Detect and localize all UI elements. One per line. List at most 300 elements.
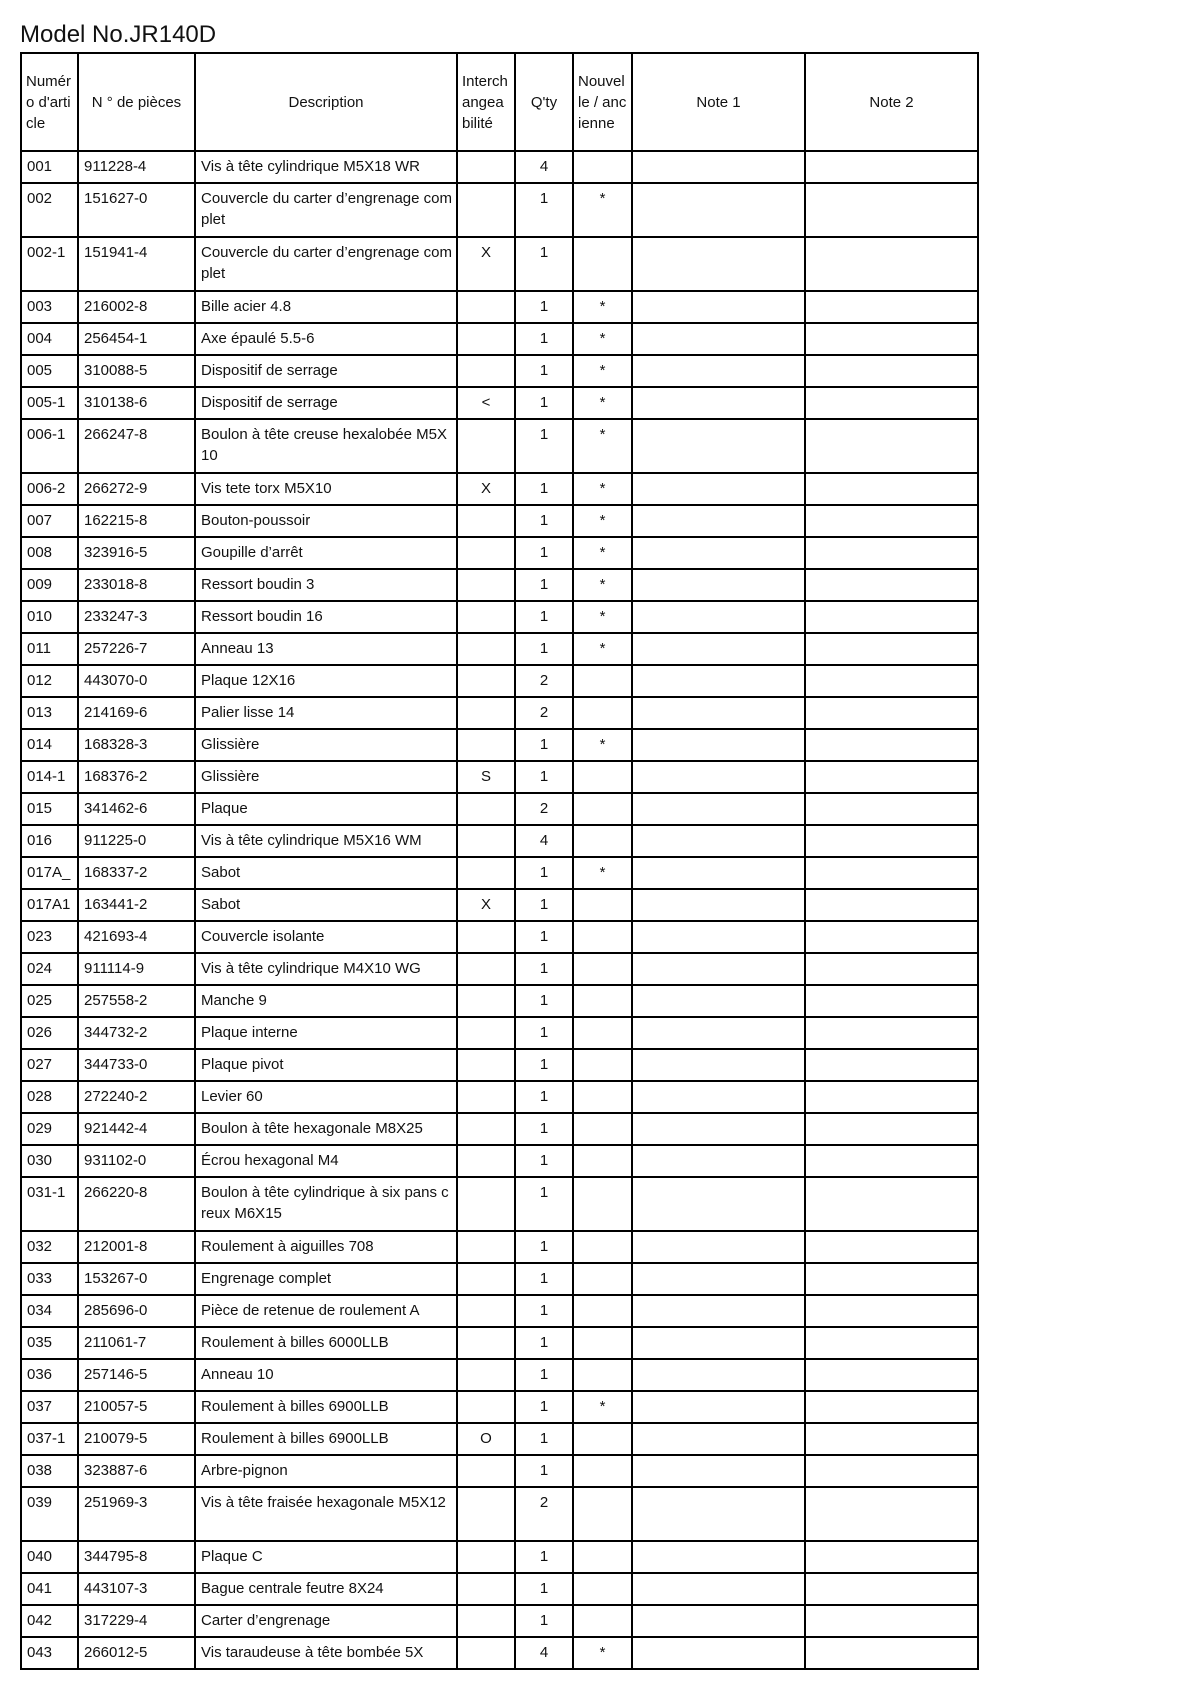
part-number-cell: 344733-0 — [78, 1049, 195, 1081]
note-1-cell — [632, 569, 805, 601]
interchangeability-cell — [457, 857, 515, 889]
interchangeability-cell — [457, 1487, 515, 1541]
part-number-cell: 344732-2 — [78, 1017, 195, 1049]
quantity-cell: 1 — [515, 921, 573, 953]
new-old-cell — [573, 1017, 632, 1049]
column-header-interchangeability: Interchangeabilité — [457, 53, 515, 151]
new-old-cell: * — [573, 473, 632, 505]
part-number-cell: 151627-0 — [78, 183, 195, 237]
quantity-cell: 1 — [515, 1049, 573, 1081]
new-old-cell: * — [573, 323, 632, 355]
description-cell: Dispositif de serrage — [195, 355, 457, 387]
interchangeability-cell — [457, 183, 515, 237]
note-2-cell — [805, 355, 978, 387]
description-cell: Plaque interne — [195, 1017, 457, 1049]
new-old-cell — [573, 1177, 632, 1231]
description-cell: Plaque C — [195, 1541, 457, 1573]
page-title: Model No.JR140D — [20, 21, 217, 48]
quantity-cell: 1 — [515, 953, 573, 985]
quantity-cell: 1 — [515, 1081, 573, 1113]
note-1-cell — [632, 1391, 805, 1423]
interchangeability-cell — [457, 601, 515, 633]
interchangeability-cell — [457, 151, 515, 183]
quantity-cell: 1 — [515, 633, 573, 665]
description-cell: Roulement à aiguilles 708 — [195, 1231, 457, 1263]
table-row — [21, 387, 978, 419]
note-2-cell — [805, 1359, 978, 1391]
table-row — [21, 665, 978, 697]
part-number-cell: 911114-9 — [78, 953, 195, 985]
note-2-cell — [805, 237, 978, 291]
table-row — [21, 985, 978, 1017]
description-cell: Couvercle du carter d’engrenage complet — [195, 237, 457, 291]
quantity-cell: 1 — [515, 1263, 573, 1295]
part-number-cell: 323887-6 — [78, 1455, 195, 1487]
note-1-cell — [632, 237, 805, 291]
note-2-cell — [805, 729, 978, 761]
interchangeability-cell — [457, 1231, 515, 1263]
item-number-cell: 031-1 — [21, 1177, 78, 1231]
item-number-cell: 005 — [21, 355, 78, 387]
description-cell: Ressort boudin 3 — [195, 569, 457, 601]
table-row — [21, 1113, 978, 1145]
item-number-cell: 032 — [21, 1231, 78, 1263]
part-number-cell: 168376-2 — [78, 761, 195, 793]
description-cell: Dispositif de serrage — [195, 387, 457, 419]
item-number-cell: 002-1 — [21, 237, 78, 291]
description-cell: Palier lisse 14 — [195, 697, 457, 729]
description-cell: Axe épaulé 5.5-6 — [195, 323, 457, 355]
new-old-cell — [573, 793, 632, 825]
new-old-cell — [573, 151, 632, 183]
description-cell: Anneau 13 — [195, 633, 457, 665]
part-number-cell: 285696-0 — [78, 1295, 195, 1327]
quantity-cell: 1 — [515, 505, 573, 537]
quantity-cell: 1 — [515, 1231, 573, 1263]
interchangeability-cell: X — [457, 473, 515, 505]
table-row — [21, 237, 978, 291]
description-cell: Vis à tête cylindrique M5X18 WR — [195, 151, 457, 183]
new-old-cell: * — [573, 183, 632, 237]
description-cell: Vis à tête cylindrique M5X16 WM — [195, 825, 457, 857]
item-number-cell: 004 — [21, 323, 78, 355]
new-old-cell — [573, 1113, 632, 1145]
note-1-cell — [632, 419, 805, 473]
item-number-cell: 007 — [21, 505, 78, 537]
quantity-cell: 1 — [515, 1391, 573, 1423]
interchangeability-cell — [457, 633, 515, 665]
item-number-cell: 014 — [21, 729, 78, 761]
part-number-cell: 341462-6 — [78, 793, 195, 825]
note-2-cell — [805, 889, 978, 921]
note-1-cell — [632, 1231, 805, 1263]
part-number-cell: 344795-8 — [78, 1541, 195, 1573]
quantity-cell: 4 — [515, 151, 573, 183]
table-row — [21, 473, 978, 505]
interchangeability-cell: X — [457, 237, 515, 291]
part-number-cell: 421693-4 — [78, 921, 195, 953]
part-number-cell: 317229-4 — [78, 1605, 195, 1637]
item-number-cell: 030 — [21, 1145, 78, 1177]
interchangeability-cell: < — [457, 387, 515, 419]
description-cell: Boulon à tête cylindrique à six pans creux M6X15 — [195, 1177, 457, 1231]
table-row — [21, 1359, 978, 1391]
note-1-cell — [632, 473, 805, 505]
part-number-cell: 323916-5 — [78, 537, 195, 569]
new-old-cell — [573, 1605, 632, 1637]
item-number-cell: 039 — [21, 1487, 78, 1541]
table-row — [21, 1423, 978, 1455]
interchangeability-cell — [457, 953, 515, 985]
quantity-cell: 1 — [515, 857, 573, 889]
note-2-cell — [805, 1177, 978, 1231]
quantity-cell: 1 — [515, 1541, 573, 1573]
item-number-cell: 043 — [21, 1637, 78, 1669]
note-2-cell — [805, 291, 978, 323]
new-old-cell: * — [573, 537, 632, 569]
quantity-cell: 1 — [515, 1573, 573, 1605]
interchangeability-cell — [457, 729, 515, 761]
quantity-cell: 1 — [515, 291, 573, 323]
new-old-cell — [573, 1081, 632, 1113]
part-number-cell: 257226-7 — [78, 633, 195, 665]
new-old-cell — [573, 1487, 632, 1541]
new-old-cell: * — [573, 1391, 632, 1423]
column-header-item-number: Numéro d'article — [21, 53, 78, 151]
table-row — [21, 537, 978, 569]
item-number-cell: 037-1 — [21, 1423, 78, 1455]
part-number-cell: 911228-4 — [78, 151, 195, 183]
table-header-row — [21, 53, 978, 151]
interchangeability-cell — [457, 537, 515, 569]
part-number-cell: 168337-2 — [78, 857, 195, 889]
interchangeability-cell — [457, 1295, 515, 1327]
table-row — [21, 633, 978, 665]
table-row — [21, 761, 978, 793]
table-row — [21, 1231, 978, 1263]
interchangeability-cell — [457, 1359, 515, 1391]
description-cell: Bouton-poussoir — [195, 505, 457, 537]
table-row — [21, 183, 978, 237]
table-row — [21, 1573, 978, 1605]
note-2-cell — [805, 1423, 978, 1455]
interchangeability-cell — [457, 1177, 515, 1231]
item-number-cell: 014-1 — [21, 761, 78, 793]
note-2-cell — [805, 1637, 978, 1669]
new-old-cell — [573, 1231, 632, 1263]
table-row — [21, 569, 978, 601]
table-row — [21, 1081, 978, 1113]
description-cell: Vis tete torx M5X10 — [195, 473, 457, 505]
new-old-cell: * — [573, 1637, 632, 1669]
note-1-cell — [632, 953, 805, 985]
note-2-cell — [805, 1605, 978, 1637]
note-1-cell — [632, 1605, 805, 1637]
table-row — [21, 1391, 978, 1423]
interchangeability-cell — [457, 825, 515, 857]
new-old-cell — [573, 1295, 632, 1327]
item-number-cell: 040 — [21, 1541, 78, 1573]
item-number-cell: 035 — [21, 1327, 78, 1359]
table-row — [21, 793, 978, 825]
quantity-cell: 4 — [515, 1637, 573, 1669]
new-old-cell — [573, 237, 632, 291]
part-number-cell: 210057-5 — [78, 1391, 195, 1423]
part-number-cell: 233018-8 — [78, 569, 195, 601]
description-cell: Boulon à tête hexagonale M8X25 — [195, 1113, 457, 1145]
table-row — [21, 1263, 978, 1295]
note-1-cell — [632, 761, 805, 793]
interchangeability-cell — [457, 1637, 515, 1669]
note-2-cell — [805, 569, 978, 601]
table-row — [21, 921, 978, 953]
item-number-cell: 002 — [21, 183, 78, 237]
note-2-cell — [805, 419, 978, 473]
item-number-cell: 011 — [21, 633, 78, 665]
table-row — [21, 729, 978, 761]
new-old-cell: * — [573, 291, 632, 323]
description-cell: Carter d’engrenage — [195, 1605, 457, 1637]
new-old-cell — [573, 1359, 632, 1391]
item-number-cell: 027 — [21, 1049, 78, 1081]
interchangeability-cell — [457, 1113, 515, 1145]
description-cell: Bague centrale feutre 8X24 — [195, 1573, 457, 1605]
note-1-cell — [632, 1423, 805, 1455]
table-row — [21, 1541, 978, 1573]
column-header-note-1: Note 1 — [632, 53, 805, 151]
interchangeability-cell — [457, 793, 515, 825]
note-2-cell — [805, 1017, 978, 1049]
part-number-cell: 310138-6 — [78, 387, 195, 419]
note-2-cell — [805, 921, 978, 953]
note-2-cell — [805, 1231, 978, 1263]
note-1-cell — [632, 825, 805, 857]
note-2-cell — [805, 761, 978, 793]
quantity-cell: 1 — [515, 323, 573, 355]
interchangeability-cell — [457, 697, 515, 729]
part-number-cell: 212001-8 — [78, 1231, 195, 1263]
new-old-cell — [573, 953, 632, 985]
new-old-cell — [573, 665, 632, 697]
quantity-cell: 1 — [515, 1605, 573, 1637]
note-1-cell — [632, 1113, 805, 1145]
part-number-cell: 153267-0 — [78, 1263, 195, 1295]
quantity-cell: 2 — [515, 697, 573, 729]
description-cell: Couvercle isolante — [195, 921, 457, 953]
note-1-cell — [632, 1455, 805, 1487]
note-1-cell — [632, 505, 805, 537]
new-old-cell: * — [573, 355, 632, 387]
note-1-cell — [632, 1541, 805, 1573]
note-1-cell — [632, 697, 805, 729]
item-number-cell: 037 — [21, 1391, 78, 1423]
item-number-cell: 013 — [21, 697, 78, 729]
quantity-cell: 1 — [515, 1423, 573, 1455]
quantity-cell: 1 — [515, 537, 573, 569]
interchangeability-cell — [457, 291, 515, 323]
note-1-cell — [632, 985, 805, 1017]
table-row — [21, 953, 978, 985]
note-2-cell — [805, 505, 978, 537]
note-2-cell — [805, 1455, 978, 1487]
interchangeability-cell — [457, 1017, 515, 1049]
note-2-cell — [805, 857, 978, 889]
item-number-cell: 012 — [21, 665, 78, 697]
interchangeability-cell — [457, 1145, 515, 1177]
note-1-cell — [632, 1263, 805, 1295]
new-old-cell: * — [573, 569, 632, 601]
note-1-cell — [632, 183, 805, 237]
item-number-cell: 009 — [21, 569, 78, 601]
table-row — [21, 601, 978, 633]
note-1-cell — [632, 151, 805, 183]
description-cell: Bille acier 4.8 — [195, 291, 457, 323]
quantity-cell: 1 — [515, 1113, 573, 1145]
note-1-cell — [632, 387, 805, 419]
item-number-cell: 024 — [21, 953, 78, 985]
note-2-cell — [805, 323, 978, 355]
description-cell: Vis à tête cylindrique M4X10 WG — [195, 953, 457, 985]
description-cell: Goupille d’arrêt — [195, 537, 457, 569]
note-1-cell — [632, 1637, 805, 1669]
new-old-cell — [573, 1145, 632, 1177]
interchangeability-cell — [457, 1263, 515, 1295]
item-number-cell: 028 — [21, 1081, 78, 1113]
item-number-cell: 006-2 — [21, 473, 78, 505]
table-row — [21, 1605, 978, 1637]
description-cell: Engrenage complet — [195, 1263, 457, 1295]
item-number-cell: 034 — [21, 1295, 78, 1327]
note-2-cell — [805, 697, 978, 729]
new-old-cell: * — [573, 419, 632, 473]
part-number-cell: 443107-3 — [78, 1573, 195, 1605]
new-old-cell: * — [573, 601, 632, 633]
item-number-cell: 033 — [21, 1263, 78, 1295]
table-row — [21, 825, 978, 857]
description-cell: Arbre-pignon — [195, 1455, 457, 1487]
note-1-cell — [632, 921, 805, 953]
description-cell: Vis taraudeuse à tête bombée 5X — [195, 1637, 457, 1669]
new-old-cell — [573, 1573, 632, 1605]
interchangeability-cell — [457, 1573, 515, 1605]
note-2-cell — [805, 601, 978, 633]
interchangeability-cell — [457, 1081, 515, 1113]
quantity-cell: 2 — [515, 793, 573, 825]
description-cell: Sabot — [195, 857, 457, 889]
item-number-cell: 042 — [21, 1605, 78, 1637]
item-number-cell: 006-1 — [21, 419, 78, 473]
parts-table-body — [21, 151, 978, 1669]
note-1-cell — [632, 1145, 805, 1177]
quantity-cell: 1 — [515, 985, 573, 1017]
table-row — [21, 1455, 978, 1487]
table-row — [21, 1295, 978, 1327]
note-2-cell — [805, 537, 978, 569]
quantity-cell: 1 — [515, 183, 573, 237]
new-old-cell — [573, 1263, 632, 1295]
new-old-cell — [573, 1423, 632, 1455]
table-row — [21, 1049, 978, 1081]
description-cell: Couvercle du carter d’engrenage complet — [195, 183, 457, 237]
new-old-cell — [573, 825, 632, 857]
item-number-cell: 036 — [21, 1359, 78, 1391]
new-old-cell — [573, 889, 632, 921]
note-1-cell — [632, 601, 805, 633]
new-old-cell — [573, 1455, 632, 1487]
description-cell: Roulement à billes 6900LLB — [195, 1423, 457, 1455]
quantity-cell: 1 — [515, 1017, 573, 1049]
note-1-cell — [632, 793, 805, 825]
note-1-cell — [632, 1359, 805, 1391]
description-cell: Ressort boudin 16 — [195, 601, 457, 633]
new-old-cell — [573, 761, 632, 793]
note-1-cell — [632, 1017, 805, 1049]
quantity-cell: 2 — [515, 1487, 573, 1541]
new-old-cell: * — [573, 729, 632, 761]
table-row — [21, 1017, 978, 1049]
item-number-cell: 023 — [21, 921, 78, 953]
part-number-cell: 256454-1 — [78, 323, 195, 355]
item-number-cell: 029 — [21, 1113, 78, 1145]
item-number-cell: 008 — [21, 537, 78, 569]
new-old-cell — [573, 697, 632, 729]
new-old-cell: * — [573, 857, 632, 889]
quantity-cell: 1 — [515, 419, 573, 473]
part-number-cell: 443070-0 — [78, 665, 195, 697]
note-1-cell — [632, 1177, 805, 1231]
table-row — [21, 1637, 978, 1669]
interchangeability-cell — [457, 505, 515, 537]
interchangeability-cell — [457, 1391, 515, 1423]
item-number-cell: 005-1 — [21, 387, 78, 419]
interchangeability-cell: S — [457, 761, 515, 793]
part-number-cell: 162215-8 — [78, 505, 195, 537]
item-number-cell: 041 — [21, 1573, 78, 1605]
note-1-cell — [632, 633, 805, 665]
quantity-cell: 1 — [515, 601, 573, 633]
note-1-cell — [632, 857, 805, 889]
note-2-cell — [805, 665, 978, 697]
note-1-cell — [632, 665, 805, 697]
interchangeability-cell — [457, 665, 515, 697]
part-number-cell: 163441-2 — [78, 889, 195, 921]
note-2-cell — [805, 1145, 978, 1177]
quantity-cell: 1 — [515, 761, 573, 793]
new-old-cell: * — [573, 633, 632, 665]
table-row — [21, 355, 978, 387]
description-cell: Glissière — [195, 729, 457, 761]
interchangeability-cell — [457, 921, 515, 953]
new-old-cell — [573, 921, 632, 953]
quantity-cell: 1 — [515, 729, 573, 761]
table-row — [21, 151, 978, 183]
column-header-description: Description — [195, 53, 457, 151]
quantity-cell: 1 — [515, 387, 573, 419]
description-cell: Plaque 12X16 — [195, 665, 457, 697]
quantity-cell: 1 — [515, 1327, 573, 1359]
part-number-cell: 266220-8 — [78, 1177, 195, 1231]
interchangeability-cell — [457, 323, 515, 355]
table-row — [21, 505, 978, 537]
note-1-cell — [632, 1295, 805, 1327]
description-cell: Manche 9 — [195, 985, 457, 1017]
new-old-cell: * — [573, 505, 632, 537]
item-number-cell: 010 — [21, 601, 78, 633]
interchangeability-cell — [457, 1605, 515, 1637]
column-header-quantity: Q'ty — [515, 53, 573, 151]
part-number-cell: 151941-4 — [78, 237, 195, 291]
note-2-cell — [805, 151, 978, 183]
